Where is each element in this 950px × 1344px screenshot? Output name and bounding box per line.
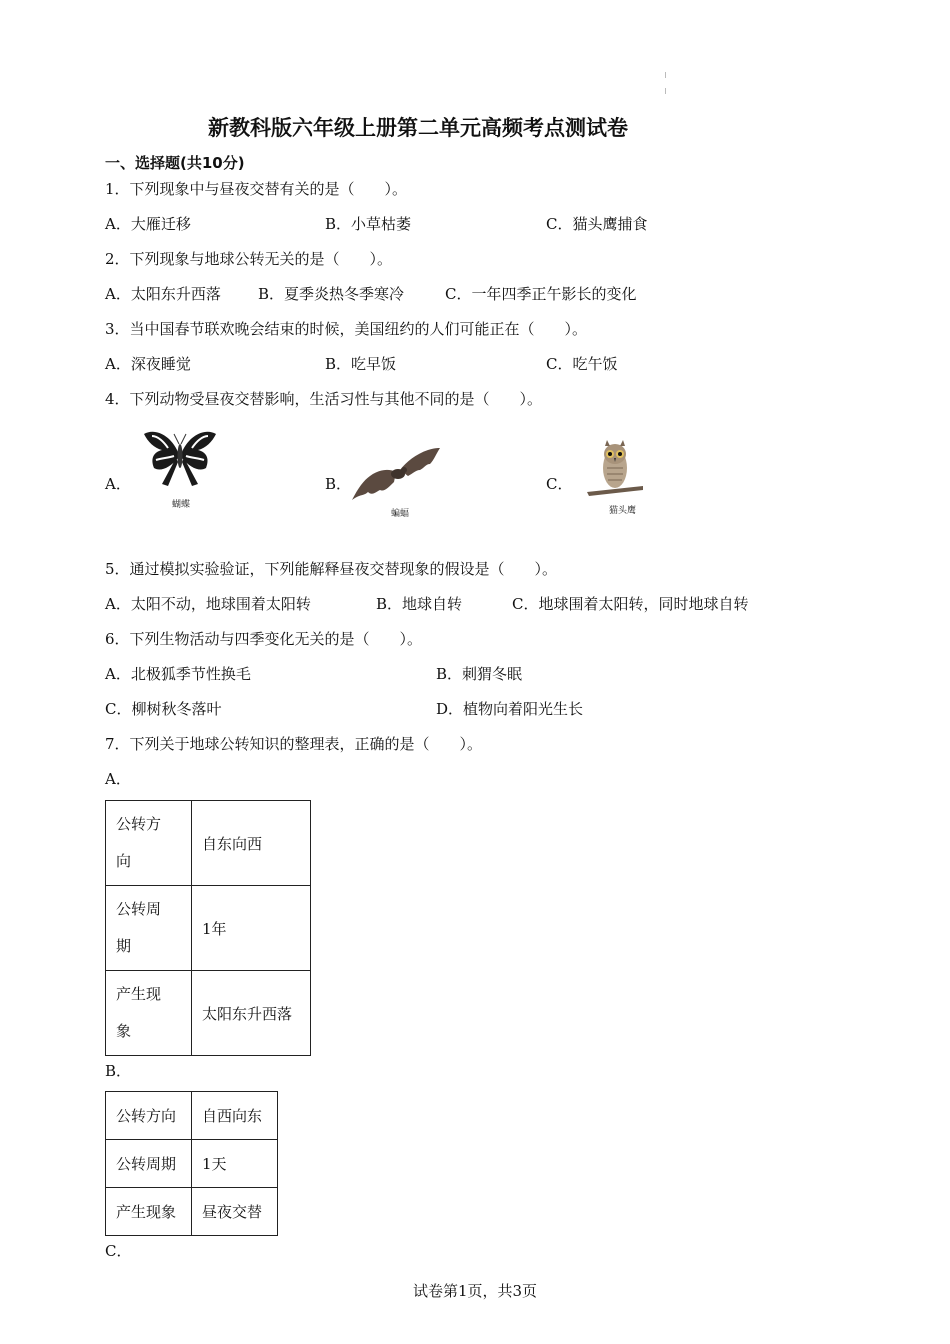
table-value-cell: 自东向西 <box>192 801 311 886</box>
table-value-cell: 昼夜交替 <box>192 1188 278 1236</box>
butterfly-caption: 蝴蝶 <box>172 500 191 510</box>
question-1: 1．下列现象中与昼夜交替有关的是（ ）。 <box>105 180 408 198</box>
q3-option-c: C．吃午饭 <box>546 355 618 373</box>
q7-table-b <box>105 1091 278 1236</box>
q1-option-b: B．小草枯萎 <box>325 215 412 233</box>
page-footer: 试卷第1页，共3页 <box>412 1282 538 1300</box>
table-value-cell: 1年 <box>192 886 311 971</box>
q6-option-b: B．刺猬冬眠 <box>436 665 523 683</box>
q2-option-c: C．一年四季正午影长的变化 <box>445 285 637 303</box>
q7-table-a <box>105 800 311 1056</box>
owl-image <box>585 438 645 500</box>
table-row <box>106 886 311 971</box>
table-value-cell: 自西向东 <box>192 1092 278 1140</box>
margin-mark <box>665 72 666 78</box>
table-row <box>106 1188 278 1236</box>
q7-option-a-label: A． <box>105 770 131 788</box>
table-key-cell: 公转周 期 <box>106 886 192 971</box>
q4-option-c: C． <box>546 475 573 493</box>
margin-mark <box>665 88 666 94</box>
owl-caption: 猫头鹰 <box>609 506 637 516</box>
bat-image <box>350 446 442 502</box>
q3-option-a: A．深夜睡觉 <box>105 355 191 373</box>
table-key-cell: 公转方 向 <box>106 801 192 886</box>
question-6: 6．下列生物活动与四季变化无关的是（ ）。 <box>105 630 423 648</box>
table-key-cell: 产生现 象 <box>106 971 192 1056</box>
q2-option-b: B．夏季炎热冬季寒冷 <box>258 285 405 303</box>
question-7: 7．下列关于地球公转知识的整理表，正确的是（ ）。 <box>105 735 483 753</box>
q5-option-b: B．地球自转 <box>376 595 463 613</box>
q5-option-a: A．太阳不动，地球围着太阳转 <box>105 595 311 613</box>
table-row <box>106 971 311 1056</box>
q1-option-a: A．大雁迁移 <box>105 215 191 233</box>
butterfly-image <box>140 428 220 490</box>
q4-option-b: B． <box>325 475 352 493</box>
q6-option-d: D．植物向着阳光生长 <box>436 700 584 718</box>
q5-option-c: C．地球围着太阳转，同时地球自转 <box>512 595 749 613</box>
q3-option-b: B．吃早饭 <box>325 355 397 373</box>
table-row <box>106 1140 278 1188</box>
table-value-cell: 1天 <box>192 1140 278 1188</box>
table-row <box>106 1092 278 1140</box>
q2-option-a: A．太阳东升西落 <box>105 285 221 303</box>
q6-option-a: A．北极狐季节性换毛 <box>105 665 251 683</box>
bat-caption: 蝙蝠 <box>391 509 410 519</box>
question-2: 2．下列现象与地球公转无关的是（ ）。 <box>105 250 393 268</box>
section-heading: 一、选择题(共10分) <box>105 154 245 172</box>
q6-option-c: C．柳树秋冬落叶 <box>105 700 222 718</box>
table-key-cell: 公转周期 <box>106 1140 192 1188</box>
question-3: 3．当中国春节联欢晚会结束的时候，美国纽约的人们可能正在（ ）。 <box>105 320 588 338</box>
q7-option-c-label: C． <box>105 1242 132 1260</box>
table-row <box>106 801 311 886</box>
table-value-cell: 太阳东升西落 <box>192 971 311 1056</box>
question-4: 4．下列动物受昼夜交替影响，生活习性与其他不同的是（ ）。 <box>105 390 543 408</box>
question-5: 5．通过模拟实验验证，下列能解释昼夜交替现象的假设是（ ）。 <box>105 560 558 578</box>
table-key-cell: 公转方向 <box>106 1092 192 1140</box>
table-key-cell: 产生现象 <box>106 1188 192 1236</box>
q7-option-b-label: B． <box>105 1062 132 1080</box>
page-title: 新教科版六年级上册第二单元高频考点测试卷 <box>208 116 628 140</box>
q1-option-c: C．猫头鹰捕食 <box>546 215 648 233</box>
q4-option-a: A． <box>105 475 131 493</box>
